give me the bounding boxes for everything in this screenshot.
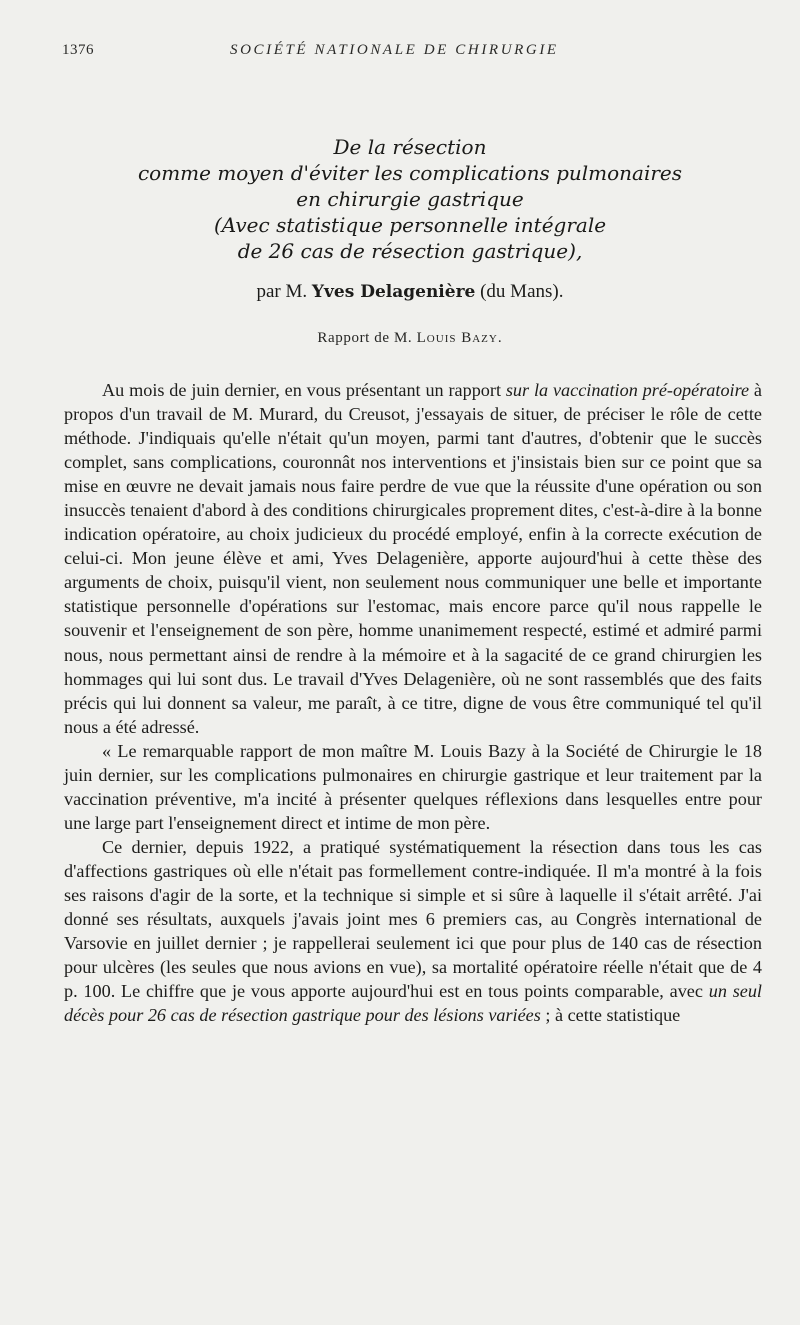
paragraph-text: ; à cette statistique [540,1005,681,1026]
paragraph [64,378,762,739]
byline-prefix: par M. [256,281,308,302]
article-title [60,134,760,264]
paragraph-text: Ce dernier, depuis 1922, a pratiqué systématiquement la résection dans tous les cas d'affections gastriques où elle n'était pas formellement contre-indiquée. Il m'a montré à la fois ses raisons d'agir de la sorte, et la technique si simple et si sûre à laquelle il s'était arrêté. J'ai donné ses résultats, auxquels j'avais joint mes 6 premiers cas, au Congrès international de Varsovie en juillet dernier ; je rappellerai seulement ici que pour plus de 140 cas de résection pour ulcères (les seules que nous avions en vue), sa mortalité opératoire réelle n'était que de 4 p. 100. Le chiffre que je vous apporte aujourd'hui est en tous points comparable, avec [64,836,762,1002]
title-line: (Avec statistique personnelle intégrale [213,213,607,237]
italic-text: un seul décès pour 26 cas de résection gastrique pour des lésions variées [64,981,762,1026]
italic-text: sur la vaccination pré-opératoire [505,380,750,400]
paragraph-text: Au mois de juin dernier, en vous présentant un rapport [102,380,506,400]
report-line [60,330,760,347]
author-location: (du Mans). [480,281,564,302]
report-author: Louis Bazy. [416,330,503,346]
title-line: comme moyen d'éviter les complications pulmonaires [137,161,683,185]
author-name: Yves Delagenière [311,282,476,302]
report-prefix: Rapport de M. [317,330,413,346]
page-number: 1376 [62,42,94,58]
paragraph: « Le remarquable rapport de mon maître M. Louis Bazy à la Société de Chirurgie le 18 juin dernier, sur les complications pulmonaires en chirurgie gastrique et leur traitement par la vaccination préventive, m'a incité à présenter quelques réflexions dans lesquelles entre pour une large part l'enseignement direct et intime de mon père. [64,740,762,833]
paragraph-text: à propos d'un travail de M. Murard, du Creusot, j'essayais de situer, de préciser le rôle de cette méthode. J'indiquais qu'elle n'était qu'un moyen, parmi tant d'autres, d'obtenir que le succès complet, sans complications, couronnât nos interventions et j'insistais bien sur ce point que sa mise en œuvre ne devait jamais nous faire perdre de vue que la réussite d'une opération ou son insuccès tenaient d'abord à des conditions chirurgicales proprement dites, c'est-à-dire à la bonne indication opératoire, au choix judicieux du procédé employé, enfin à la correcte exécution de celui-ci. Mon jeune élève et ami, Yves Delagenière, apporte aujourd'hui à cette thèse des arguments de choix, puisqu'il vient, non seulement nous communiquer une belle et importante statistique personnelle d'opérations sur l'estomac, mais encore parce qu'il nous rappelle le souvenir et l'enseignement de son père, homme unanimement respecté, estimé et admiré parmi nous, nous permettant ainsi de rendre à la mémoire et à la sagacité de ce grand chirurgien les hommages qui lui sont dus. Le travail d'Yves Delagenière, où ne sont rassemblés que des faits précis qui lui donnent sa valeur, me paraît, à ce titre, digne de vous être communiqué tel qu'il nous a été adressé. [64,380,762,737]
article-body [64,378,762,1027]
journal-title: SOCIÉTÉ NATIONALE DE CHIRURGIE [230,42,559,58]
title-line: De la résection [333,135,487,159]
byline [60,281,760,303]
title-line: en chirurgie gastrique [296,187,524,211]
title-line: de 26 cas de résection gastrique), [237,239,583,263]
paragraph [64,835,762,1027]
